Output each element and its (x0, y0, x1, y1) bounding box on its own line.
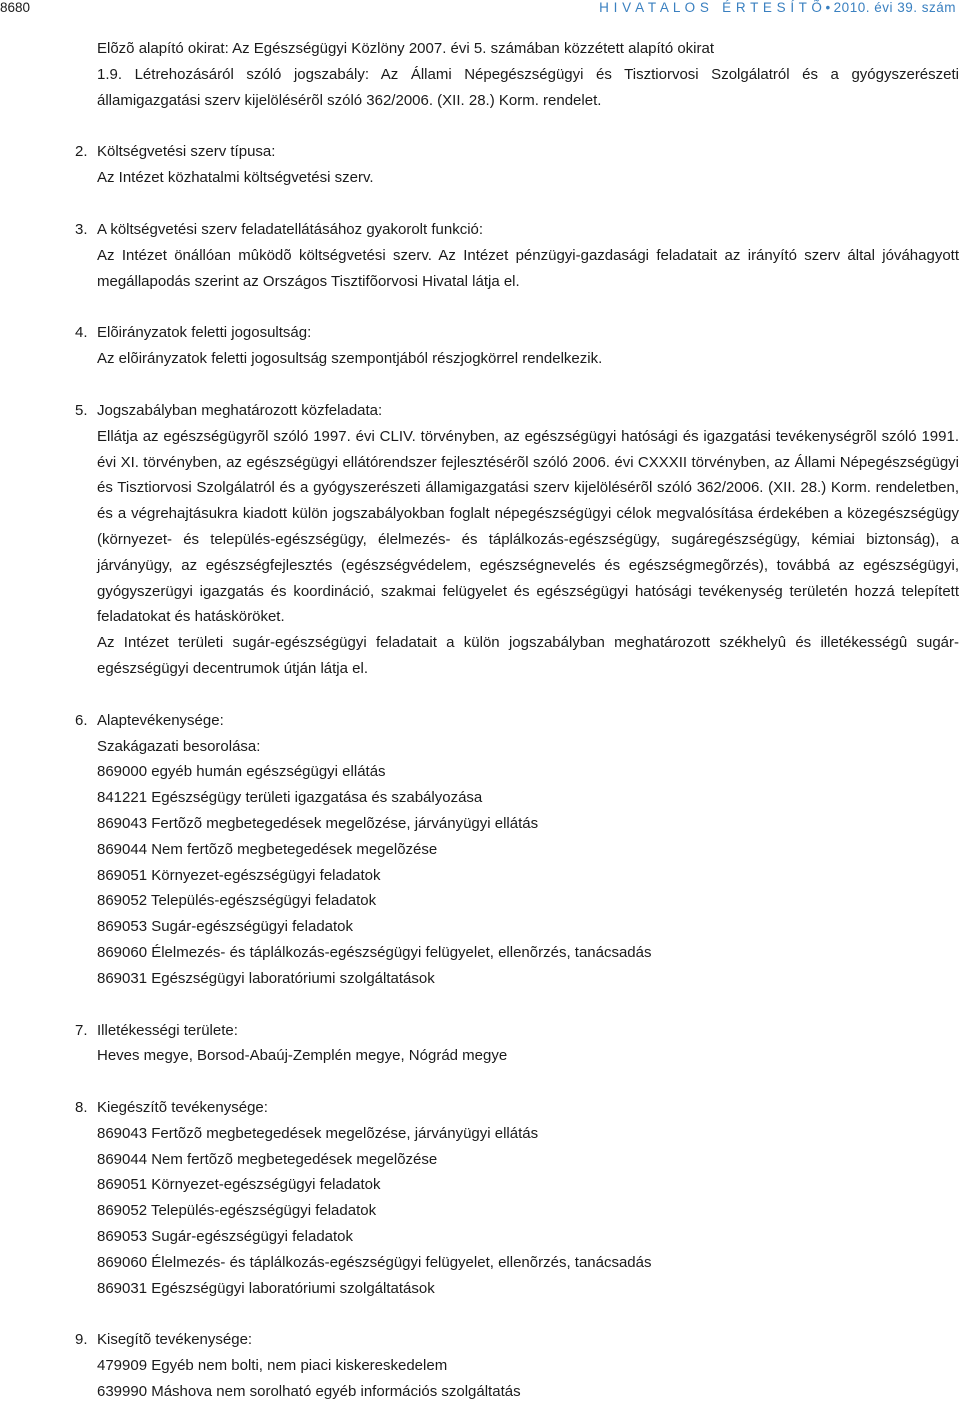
list-item: 869053 Sugár-egészségügyi feladatok (97, 918, 354, 936)
section-number: 8. (75, 1099, 88, 1117)
issue-label: 2010. évi 39. szám (833, 0, 956, 15)
list-item: 869043 Fertõzõ megbetegedések megelõzése, járványügyi ellátás (97, 814, 539, 832)
section-number: 7. (75, 1021, 88, 1039)
section-number: 2. (75, 143, 88, 161)
section-8-list (75, 1121, 959, 1302)
section-6-heading (75, 708, 959, 734)
document-body (75, 36, 959, 1405)
list-item: 869043 Fertõzõ megbetegedések megelõzése, járványügyi ellátás (97, 1124, 539, 1142)
list-item: 869052 Település-egészségügyi feladatok (97, 1202, 377, 1220)
page-header (0, 0, 960, 20)
list-item: 869031 Egészségügyi laboratóriumi szolgáltatások (97, 969, 435, 987)
journal-title: H I V A T A L O S É R T E S Í T Õ (599, 0, 823, 15)
section-4-body: Az elõirányzatok feletti jogosultság szempontjából részjogkörrel rendelkezik. (97, 350, 603, 368)
section-title: A költségvetési szerv feladatellátásához gyakorolt funkció: (97, 220, 484, 238)
section-title: Kiegészítõ tevékenysége: (97, 1099, 268, 1117)
section-title: Illetékességi területe: (97, 1021, 238, 1039)
section-title: Kisegítõ tevékenysége: (97, 1331, 253, 1349)
section-number: 5. (75, 401, 88, 419)
section-5-body: Ellátja az egészségügyrõl szóló 1997. évi CLIV. törvényben, az egészségügyi hatósági és igazgatási tevékenységrõl szóló 1991. évi XI. törvényben, az egészségügyi ellátórendszer fejlesztésérõl szóló 2006. évi CXXXII törvényben, az Állami Népegészségügyi és Tisztiorvosi Szolgálatról és a gyógyszerészeti államigazgatási szerv kijelölésérõl szóló 362/2006. (XII. 28.) Korm. rendeletben, és a végrehajtásukra kiadott külön jogszabályokban foglalt népegészségügyi célok megvalósítása érdekében a közegészségügy (környezet- és település-egészségügy, élelmezés- és táplálkozás-egészségügy, sugáregészségügy, kémiai biztonság), a járványügy, az egészségfejlesztés (egészségvédelem, egészségnevelés és egészségmegõrzés), továbbá az egészségügyi, gyógyszerügyi igazgatás és koordináció, szakmai felügyelet és egészségügyi hatósági tevékenység területén hozzá telepített feladatokat és hatásköröket. (97, 427, 959, 626)
list-item: 869031 Egészségügyi laboratóriumi szolgáltatások (97, 1279, 435, 1297)
section-2-body: Az Intézet közhatalmi költségvetési szerv. (97, 169, 374, 187)
section-number: 3. (75, 220, 88, 238)
section-number: 4. (75, 324, 88, 342)
list-item: 869044 Nem fertõzõ megbetegedések megelõzése (97, 840, 438, 858)
section-5-body-2: Az Intézet területi sugár-egészségügyi feladatait a külön jogszabályban meghatározott székhelyû és illetékességû sugár-egészségügyi decentrumok útján látja el. (97, 634, 959, 677)
section-3-body: Az Intézet önállóan mûködõ költségvetési szerv. Az Intézet pénzügyi-gazdasági feladatait az irányító szerv által jóváhagyott megállapodás szerint az Országos Tisztifõorvosi Hivatal látja el. (97, 246, 959, 290)
item-1-9: 1.9. Létrehozásáról szóló jogszabály: Az Állami Népegészségügyi és Tisztiorvosi Szolgálatról és a gyógyszerészeti államigazgatási szerv kijelölésérõl szóló 362/2006. (XII. 28.) Korm. rendelet. (97, 65, 959, 109)
list-item: 869053 Sugár-egészségügyi feladatok (97, 1228, 354, 1246)
list-item: 869044 Nem fertõzõ megbetegedések megelõzése (97, 1150, 438, 1168)
section-6-subtitle: Szakágazati besorolása: (97, 737, 261, 755)
section-9-heading (75, 1327, 959, 1353)
section-9-list (75, 1353, 959, 1405)
section-number: 6. (75, 711, 88, 729)
list-item: 841221 Egészségügy területi igazgatása és szabályozása (97, 789, 483, 807)
list-item: 869051 Környezet-egészségügyi feladatok (97, 1176, 381, 1194)
journal-header (599, 0, 956, 15)
list-item: 869052 Település-egészségügyi feladatok (97, 892, 377, 910)
list-item: 869060 Élelmezés- és táplálkozás-egészségügyi felügyelet, ellenõrzés, tanácsadás (97, 943, 652, 961)
list-item: 869060 Élelmezés- és táplálkozás-egészségügyi felügyelet, ellenõrzés, tanácsadás (97, 1253, 652, 1271)
list-item: 869051 Környezet-egészségügyi feladatok (97, 866, 381, 884)
page-number: 8680 (0, 0, 31, 15)
section-number: 9. (75, 1331, 88, 1349)
bullet-separator: • (825, 0, 831, 15)
section-3-heading (75, 217, 959, 243)
section-6-list (75, 759, 959, 991)
section-title: Jogszabályban meghatározott közfeladata: (97, 401, 383, 419)
section-4-heading (75, 320, 959, 346)
section-title: Költségvetési szerv típusa: (97, 143, 276, 161)
list-item: 479909 Egyéb nem bolti, nem piaci kiskereskedelem (97, 1357, 448, 1375)
list-item: 869000 egyéb humán egészségügyi ellátás (97, 763, 386, 781)
previous-charter-line: Elõzõ alapító okirat: Az Egészségügyi Közlöny 2007. évi 5. számában közzétett alapító okirat (97, 40, 715, 57)
section-title: Elõirányzatok feletti jogosultság: (97, 324, 312, 342)
section-7-heading (75, 1018, 959, 1044)
section-8-heading (75, 1095, 959, 1121)
section-7-body: Heves megye, Borsod-Abaúj-Zemplén megye, Nógrád megye (97, 1047, 508, 1065)
section-2-heading (75, 139, 959, 165)
section-5-heading (75, 398, 959, 424)
list-item: 639990 Máshova nem sorolható egyéb információs szolgáltatás (97, 1383, 521, 1401)
section-title: Alaptevékenysége: (97, 711, 224, 729)
